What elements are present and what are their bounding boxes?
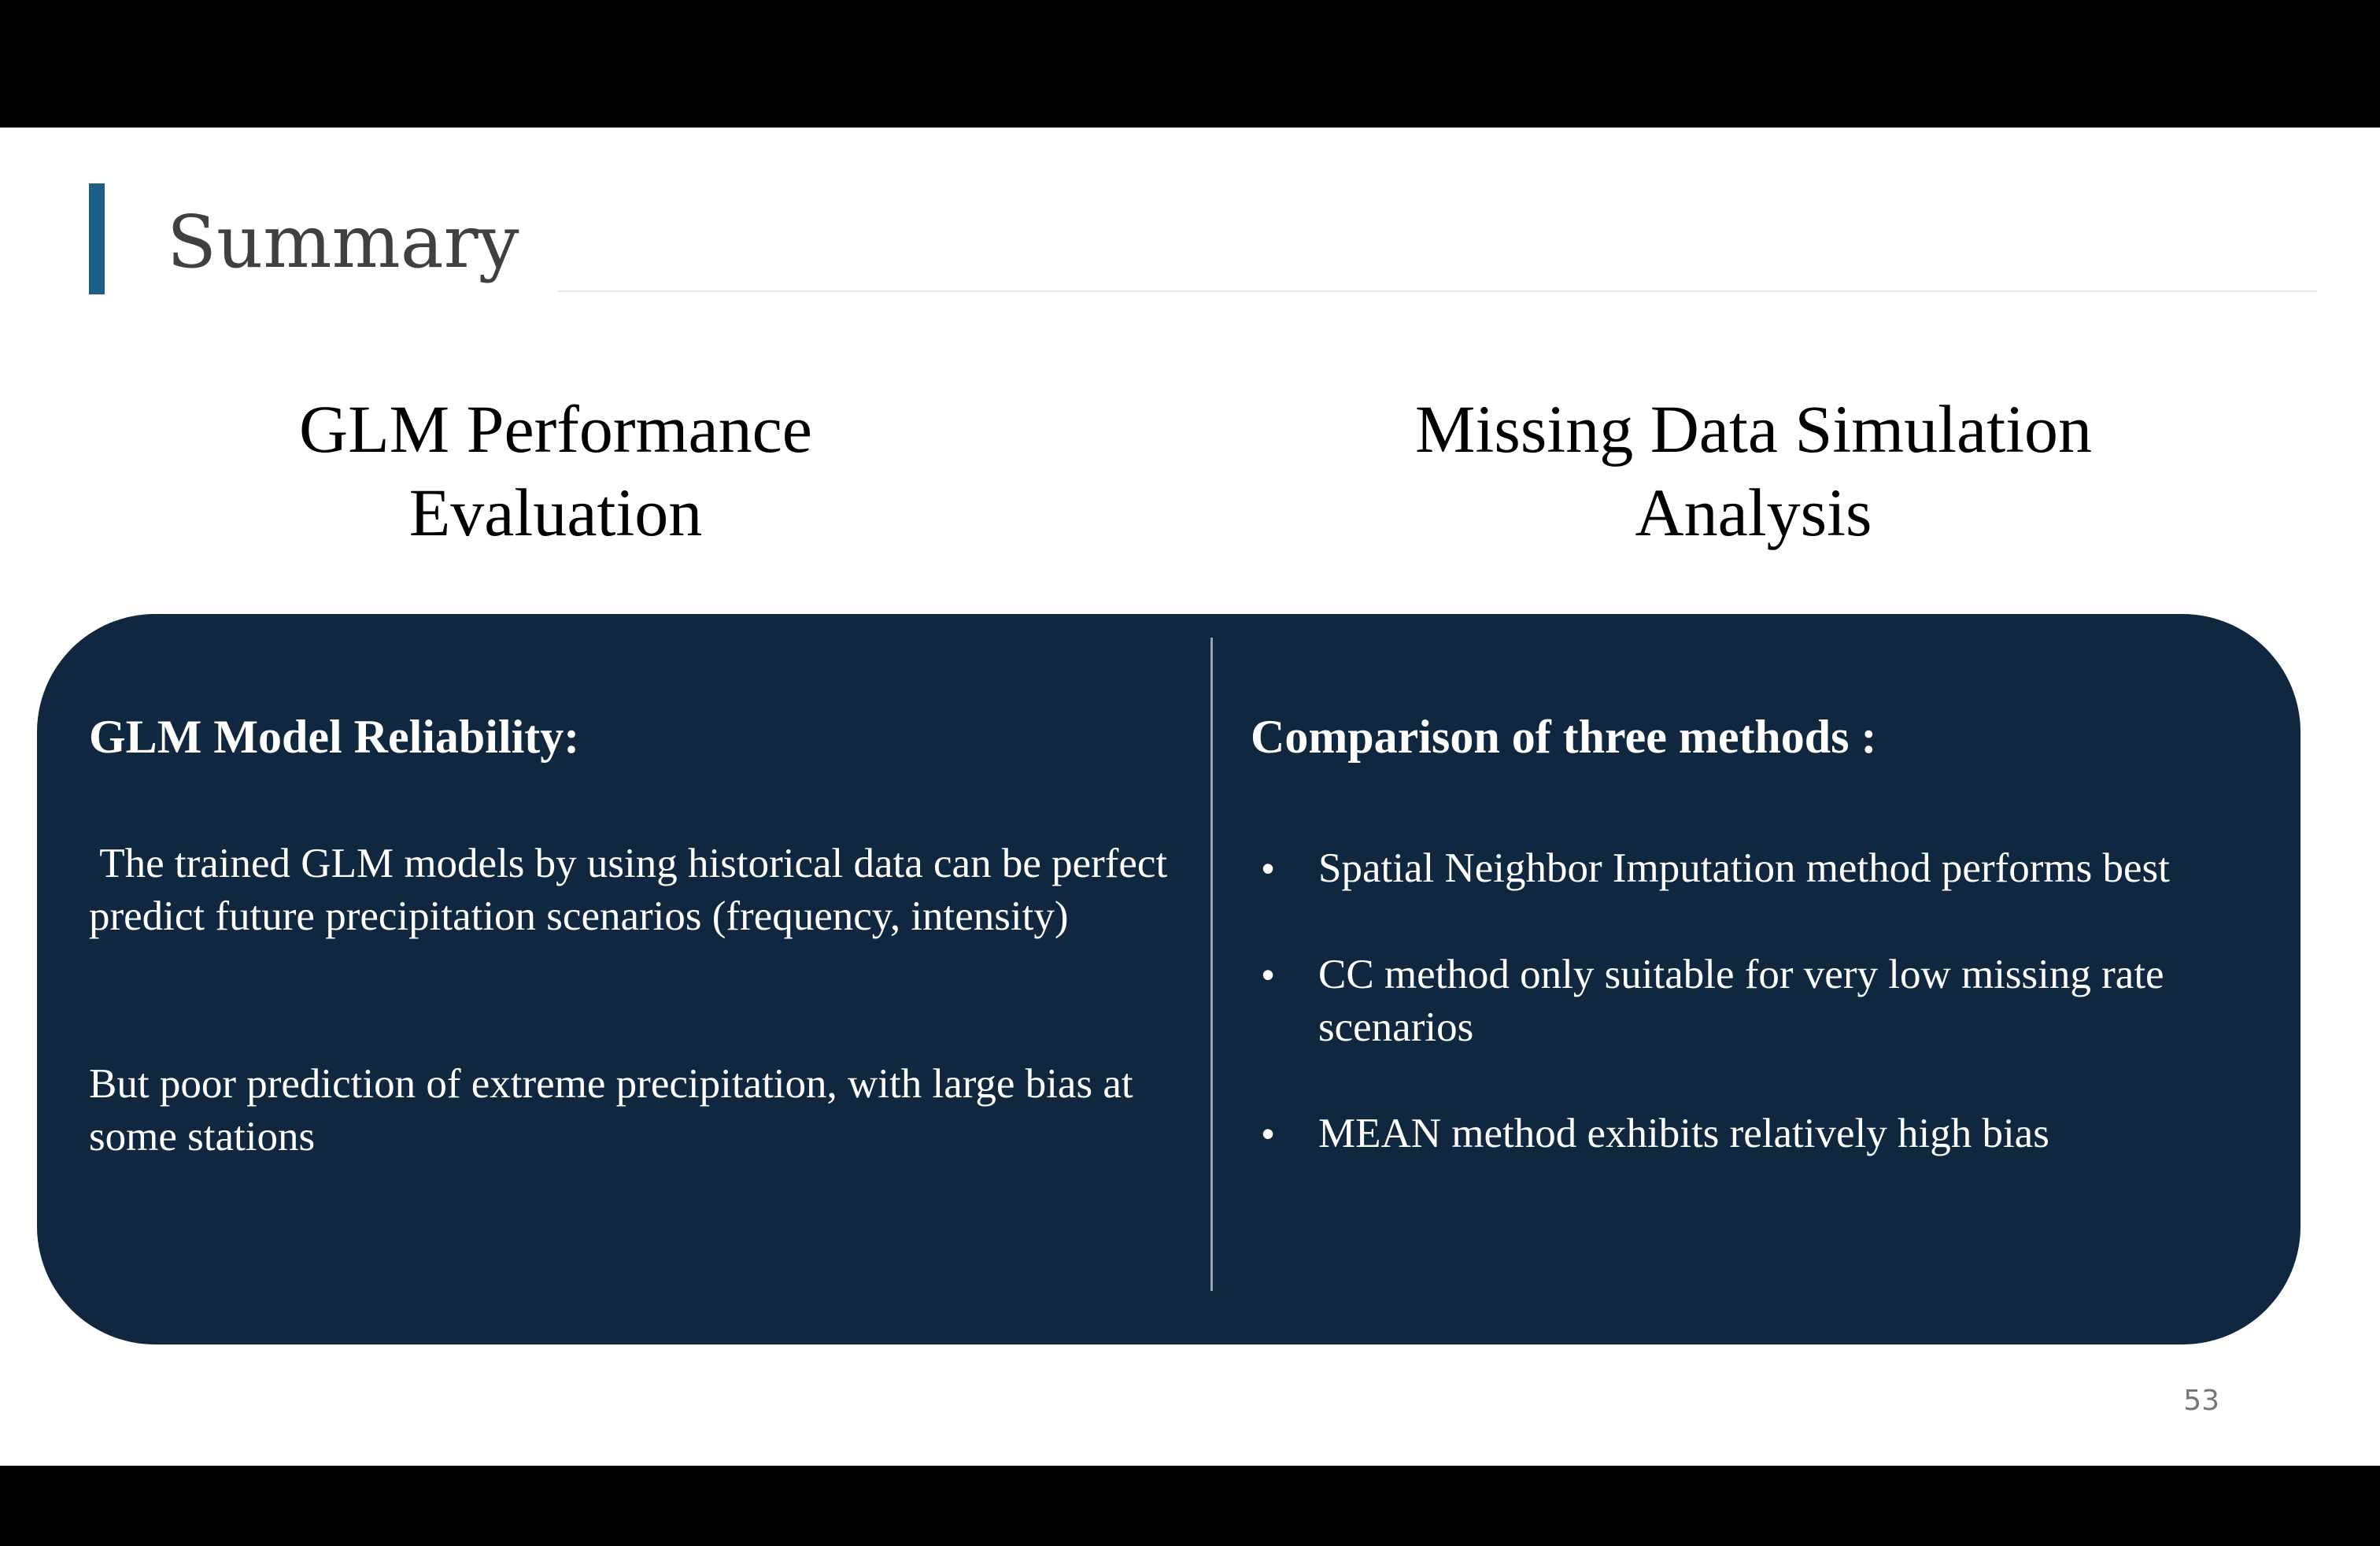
left-column-heading: GLM Performance Evaluation [299, 391, 812, 550]
list-item [1251, 1108, 2274, 1160]
bullet-text: MEAN method exhibits relatively high bias [1318, 1111, 2049, 1156]
methods-bullet-list [1251, 842, 2274, 1214]
list-item [1251, 842, 2274, 895]
title-accent-bar [89, 183, 105, 294]
glm-reliability-paragraph: The trained GLM models by using historical data can be perfect predict future precipitation scenarios (frequency, intensity) [89, 841, 1178, 939]
bullet-text: Spatial Neighbor Imputation method performs best [1318, 845, 2170, 891]
summary-panel [37, 614, 2301, 1344]
methods-comparison-heading: Comparison of three methods : [1251, 711, 1877, 763]
bullet-icon: • [1262, 1113, 1275, 1154]
bullet-icon: • [1262, 954, 1275, 995]
list-item [1251, 949, 2274, 1054]
slide-title: Summary [167, 200, 519, 284]
slide [0, 128, 2380, 1466]
title-divider-line [557, 290, 2317, 292]
right-column-heading: Missing Data Simulation Analysis [1415, 391, 2092, 550]
bullet-icon: • [1262, 848, 1275, 889]
page-number: 53 [2183, 1385, 2219, 1417]
glm-reliability-heading: GLM Model Reliability: [89, 711, 580, 763]
panel-column-divider [1210, 638, 1213, 1291]
extreme-precipitation-paragraph: But poor prediction of extreme precipitation, with large bias at some stations [89, 1061, 1133, 1160]
bullet-text: CC method only suitable for very low missing rate scenarios [1318, 952, 2164, 1050]
